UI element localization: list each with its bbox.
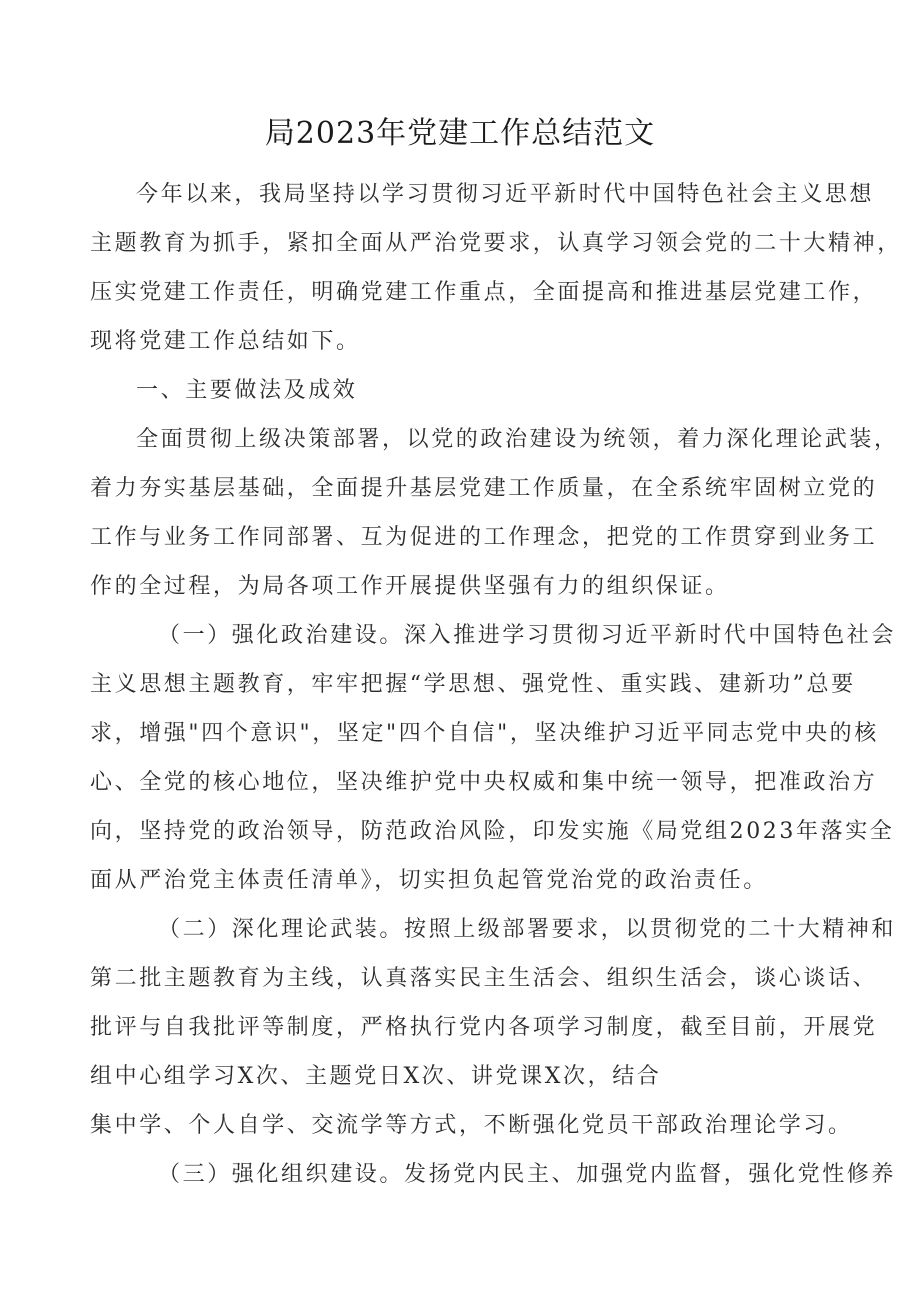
text-line: 向，坚持党的政治领导，防范政治风险，印发实施《局党组2023年落实全 bbox=[90, 819, 895, 844]
text-line: 求，增强"四个意识"，坚定"四个自信"，坚决维护习近平同志党中央的核 bbox=[90, 721, 879, 746]
section-heading: 一、主要做法及成效 bbox=[136, 378, 358, 403]
text-line: 主题教育为抓手，紧扣全面从严治党要求，认真学习领会党的二十大精神， bbox=[90, 231, 902, 256]
text-line: 着力夯实基层基础，全面提升基层党建工作质量，在全系统牢固树立党的 bbox=[90, 476, 878, 501]
text-line: 集中学、个人自学、交流学等方式，不断强化党员干部政治理论学习。 bbox=[90, 1113, 853, 1138]
text-line: 主义思想主题教育，牢牢把握“学思想、强党性、重实践、建新功”总要 bbox=[90, 672, 856, 697]
text-line: （三）强化组织建设。发扬党内民主、加强党内监督，强化党性修养 bbox=[158, 1162, 897, 1187]
text-line: 面从严治党主体责任清单》，切实担负起管党治党的政治责任。 bbox=[90, 868, 768, 893]
text-line: 组中心组学习X次、主题党日X次、讲党课X次，结合 bbox=[90, 1064, 662, 1089]
text-line: 压实党建工作责任，明确党建工作重点，全面提高和推进基层党建工作， bbox=[90, 280, 878, 305]
text-line: 工作与业务工作同部署、互为促进的工作理念，把党的工作贯穿到业务工 bbox=[90, 525, 878, 550]
text-line: 批评与自我批评等制度，严格执行党内各项学习制度，截至目前，开展党 bbox=[90, 1015, 878, 1040]
text-line: 作的全过程，为局各项工作开展提供坚强有力的组织保证。 bbox=[90, 574, 730, 599]
text-line: 心、全党的核心地位，坚决维护党中央权威和集中统一领导，把准政治方 bbox=[90, 770, 878, 795]
document-title: 局2023年党建工作总结范文 bbox=[264, 116, 656, 151]
text-line: 现将党建工作总结如下。 bbox=[90, 329, 361, 354]
text-line: 第二批主题教育为主线，认真落实民主生活会、组织生活会，谈心谈话、 bbox=[90, 966, 878, 991]
text-line: （二）深化理论武装。按照上级部署要求，以贯彻党的二十大精神和 bbox=[158, 917, 897, 942]
text-line: 全面贯彻上级决策部署，以党的政治建设为统领，着力深化理论武装， bbox=[136, 427, 899, 452]
text-line: 今年以来，我局坚持以学习贯彻习近平新时代中国特色社会主义思想 bbox=[136, 182, 875, 207]
text-line: （一）强化政治建设。深入推进学习贯彻习近平新时代中国特色社会 bbox=[158, 623, 897, 648]
